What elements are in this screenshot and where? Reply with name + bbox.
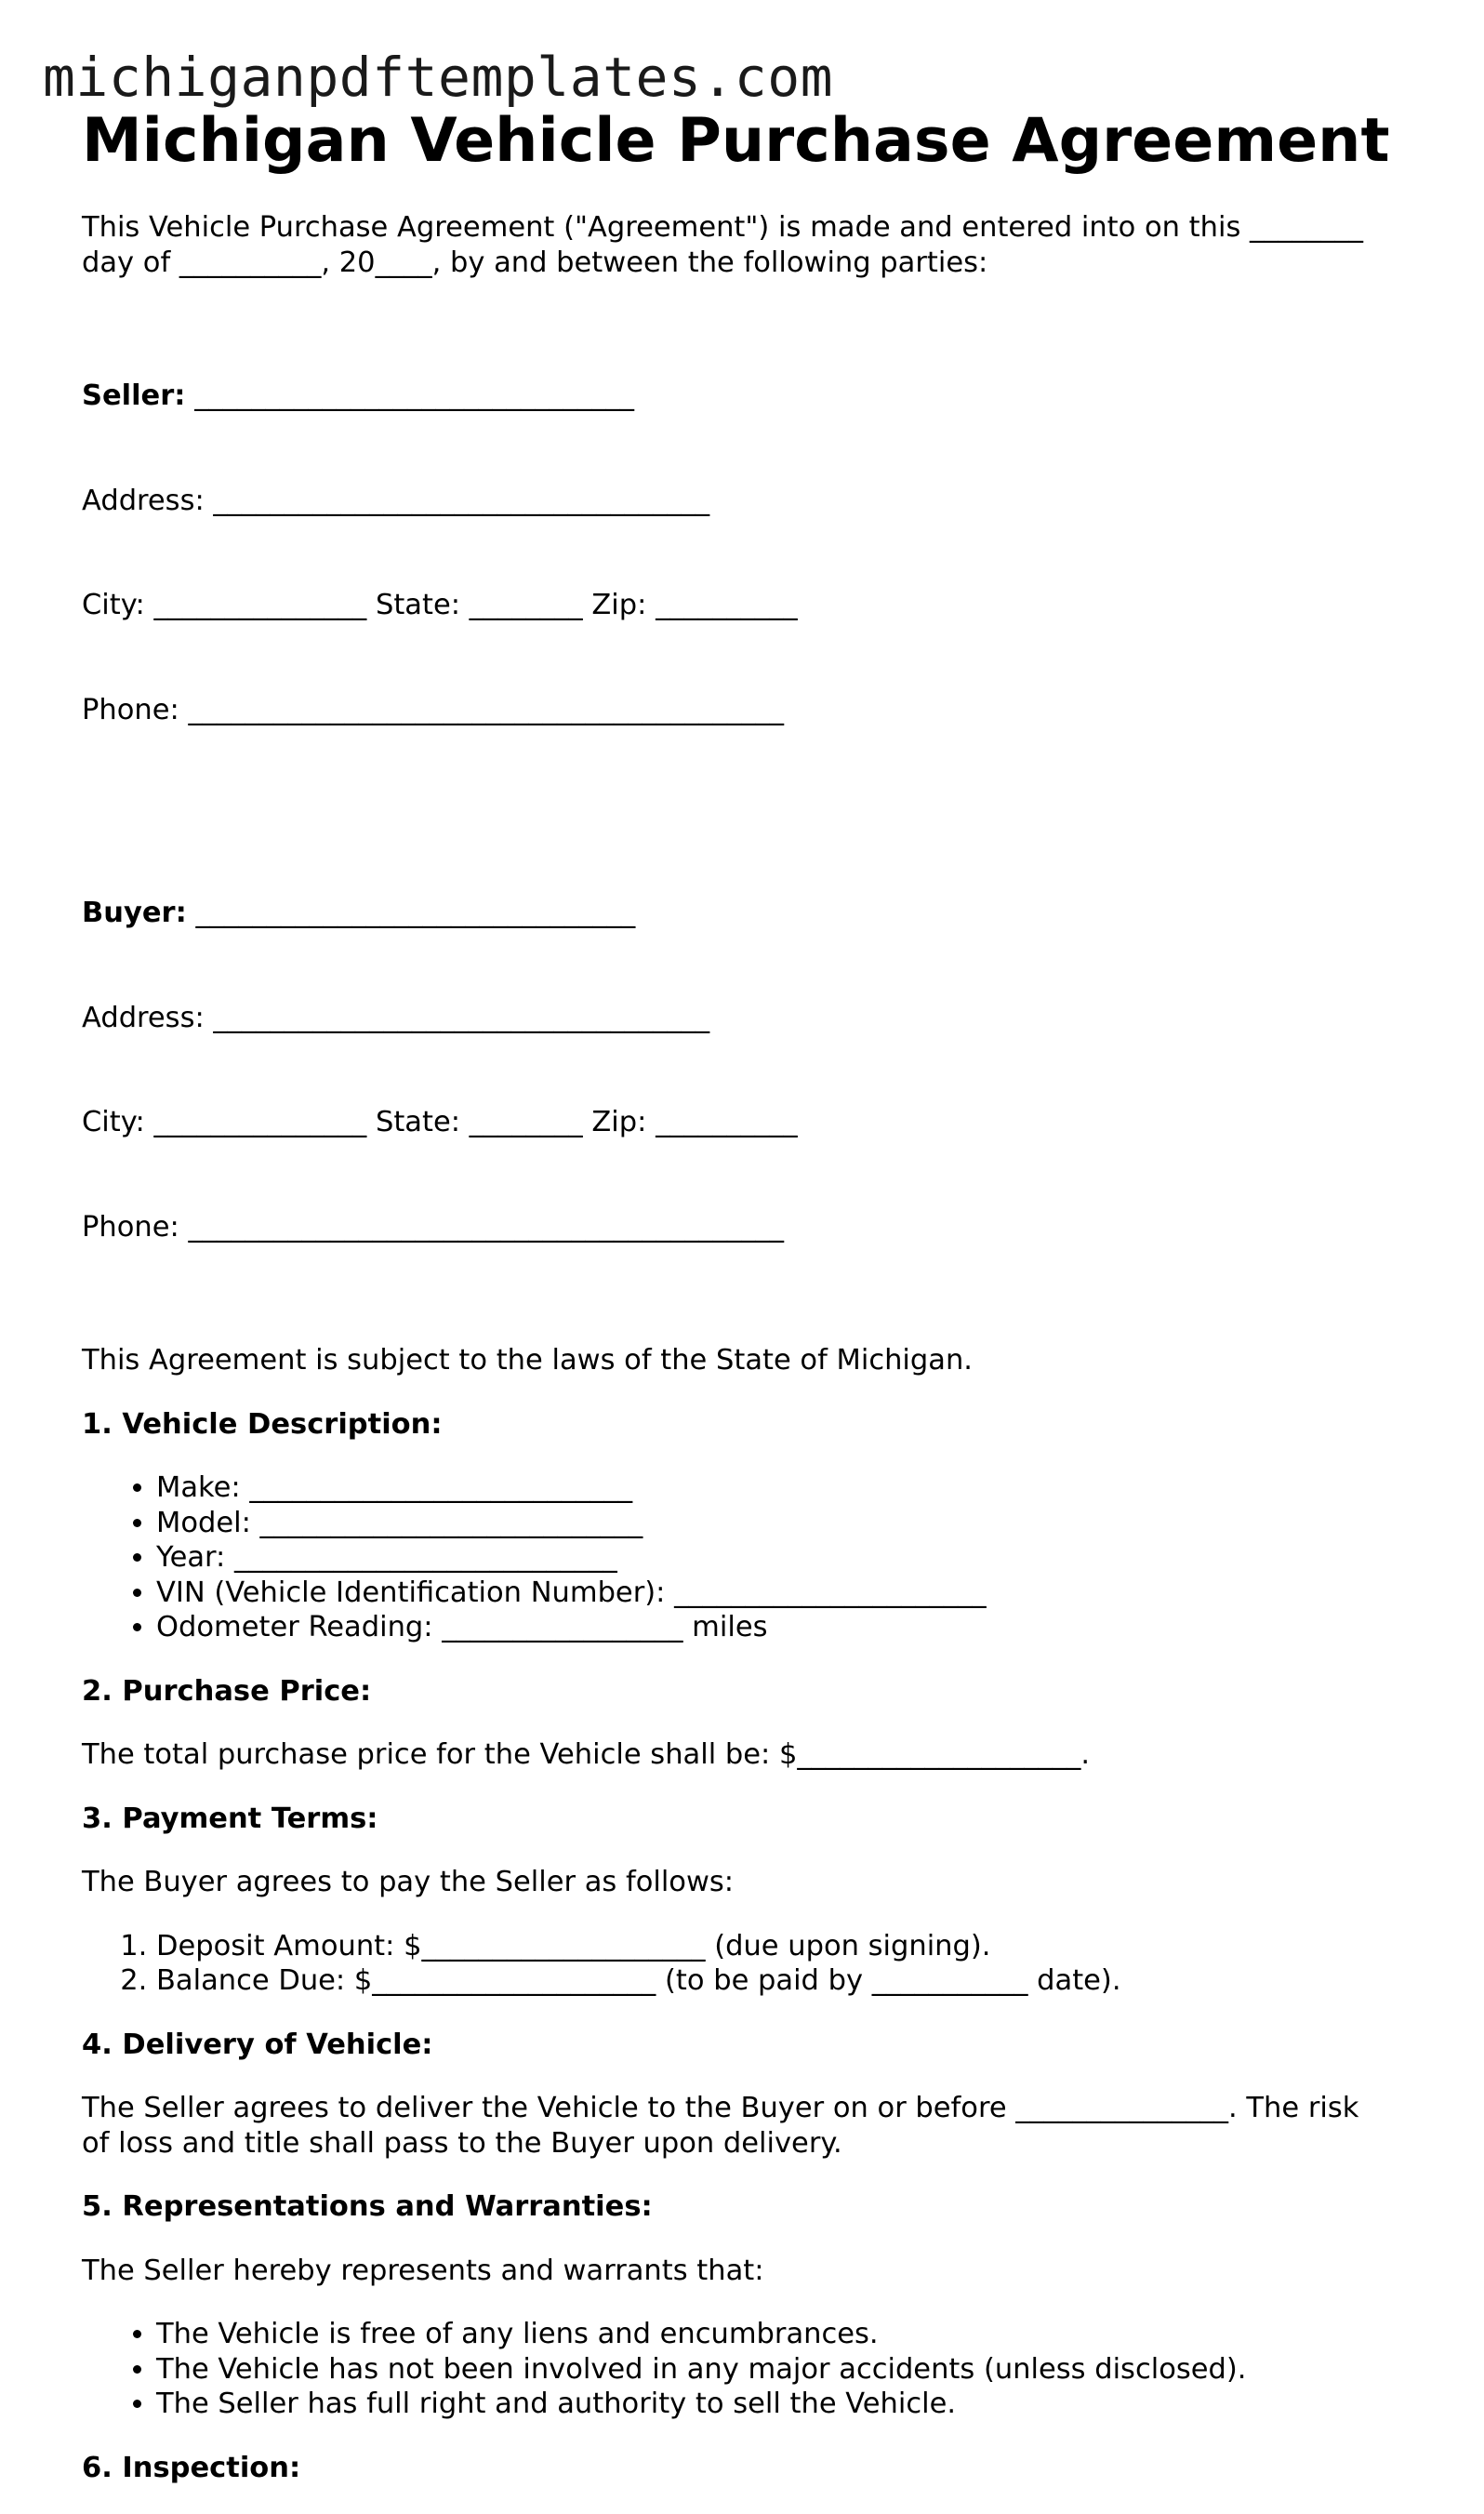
delivery-paragraph bbox=[82, 2091, 1421, 2161]
agreement-document bbox=[82, 104, 1421, 2514]
vehicle-make-field[interactable]: • Make: ___________________________ bbox=[156, 1470, 1421, 1506]
warranty-item: • The Vehicle is free of any liens and encumbrances. bbox=[156, 2317, 1421, 2352]
section-3-heading: 3. Payment Terms: bbox=[82, 1802, 378, 1835]
buyer-phone-field[interactable]: Phone: __________________________________________ bbox=[82, 1210, 784, 1244]
buyer-label: Buyer: bbox=[82, 897, 187, 929]
governing-law-text: This Agreement is subject to the laws of the State of Michigan. bbox=[82, 1344, 973, 1377]
warranties-list bbox=[82, 2317, 1421, 2422]
section-5-heading: 5. Representations and Warranties: bbox=[82, 2190, 653, 2223]
vehicle-vin-field[interactable]: • VIN (Vehicle Identification Number): ______________________ bbox=[156, 1576, 1421, 1611]
site-watermark: michiganpdftemplates.com bbox=[43, 46, 834, 109]
seller-label: Seller: bbox=[82, 379, 186, 412]
warranty-item: • The Seller has full right and authority to sell the Vehicle. bbox=[156, 2387, 1421, 2422]
intro-line-1: This Vehicle Purchase Agreement ("Agreement") is made and entered into on this ________ bbox=[82, 211, 1364, 244]
section-4-heading: 4. Delivery of Vehicle: bbox=[82, 2028, 433, 2061]
deposit-amount-field[interactable]: 1. Deposit Amount: $____________________ (due upon signing). bbox=[156, 1929, 1421, 1964]
delivery-date-field[interactable]: The Seller agrees to deliver the Vehicle to the Buyer on or before _______________. The risk bbox=[82, 2092, 1359, 2124]
vehicle-description-list bbox=[82, 1470, 1421, 1645]
warranty-item: • The Vehicle has not been involved in any major accidents (unless disclosed). bbox=[156, 2352, 1421, 2388]
payment-terms-list bbox=[82, 1929, 1421, 1999]
buyer-address-field[interactable]: Address: ___________________________________ bbox=[82, 1001, 710, 1034]
vehicle-year-field[interactable]: • Year: ___________________________ bbox=[156, 1540, 1421, 1576]
warranties-intro: The Seller hereby represents and warrants that: bbox=[82, 2254, 764, 2287]
seller-name-field[interactable]: _______________________________ bbox=[185, 379, 634, 412]
intro-line-2: day of __________, 20____, by and between the following parties: bbox=[82, 246, 988, 279]
buyer-block bbox=[82, 826, 1421, 1314]
section-2-heading: 2. Purchase Price: bbox=[82, 1674, 372, 1708]
section-6-heading: 6. Inspection: bbox=[82, 2451, 301, 2484]
section-1-heading: 1. Vehicle Description: bbox=[82, 1407, 443, 1441]
seller-phone-field[interactable]: Phone: __________________________________________ bbox=[82, 693, 784, 726]
buyer-name-field[interactable]: _______________________________ bbox=[186, 897, 636, 929]
buyer-name-line bbox=[82, 896, 1421, 931]
seller-address-field[interactable]: Address: ___________________________________ bbox=[82, 484, 710, 517]
purchase-price-field[interactable]: The total purchase price for the Vehicle shall be: $____________________. bbox=[82, 1738, 1091, 1771]
buyer-city-state-zip-field[interactable]: City: _______________ State: ________ Zip: __________ bbox=[82, 1106, 798, 1138]
seller-name-line bbox=[82, 379, 1421, 414]
delivery-line-2: of loss and title shall pass to the Buyer upon delivery. bbox=[82, 2126, 842, 2160]
intro-paragraph bbox=[82, 210, 1421, 280]
seller-block bbox=[82, 309, 1421, 797]
document-title: Michigan Vehicle Purchase Agreement bbox=[82, 106, 1390, 176]
balance-due-field[interactable]: 2. Balance Due: $____________________ (to be paid by ___________ date). bbox=[156, 1963, 1421, 1999]
vehicle-model-field[interactable]: • Model: ___________________________ bbox=[156, 1506, 1421, 1541]
seller-city-state-zip-field[interactable]: City: _______________ State: ________ Zip: __________ bbox=[82, 589, 798, 621]
vehicle-odometer-field[interactable]: • Odometer Reading: _________________ miles bbox=[156, 1610, 1421, 1645]
payment-terms-intro: The Buyer agrees to pay the Seller as follows: bbox=[82, 1866, 735, 1898]
